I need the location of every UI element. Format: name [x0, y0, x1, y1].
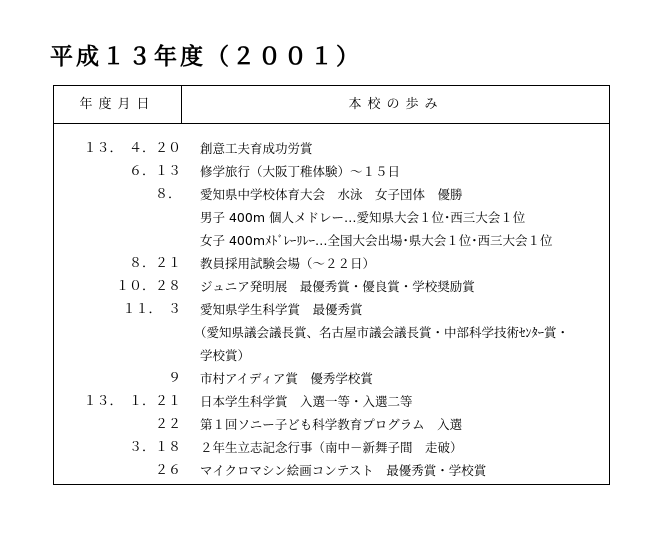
- row-text: 愛知県学生科学賞 最優秀賞: [200, 302, 363, 317]
- row-text: 創意工夫育成功労賞: [200, 141, 313, 156]
- row-text: マイクロマシン絵画コンテスト 最優秀賞・学校賞: [200, 463, 487, 478]
- row-text: 男子 400m 個人メドレー…愛知県大会１位･西三大会１位: [200, 210, 526, 225]
- table-row: [54, 436, 609, 459]
- row-text: 教員採用試験会場（～２２日）: [200, 256, 376, 271]
- row-date: ６．１３: [128, 164, 181, 179]
- table-row: [54, 459, 609, 482]
- row-text: 日本学生科学賞 入選一等・入選二等: [200, 394, 413, 409]
- row-date: １１． ３: [122, 302, 181, 317]
- page-title: 平成１３年度（２００１）: [50, 44, 362, 70]
- row-text: （愛知県議会議長賞、名古屋市議会議長賞・中部科学技術ｾﾝﾀｰ賞・: [194, 325, 570, 340]
- table-row: [54, 344, 609, 367]
- table-row: [54, 275, 609, 298]
- row-date: ９: [167, 371, 181, 386]
- row-date: ２６: [154, 463, 181, 478]
- row-date: １３． ４．２０: [83, 141, 181, 156]
- row-date: ２２: [154, 417, 181, 432]
- header-steps: 本校の歩み: [348, 97, 444, 112]
- table-row: [54, 252, 609, 275]
- history-table: [53, 85, 610, 485]
- table-row: [54, 413, 609, 436]
- table-row: [54, 298, 609, 321]
- table-row: [54, 206, 609, 229]
- row-date: １０．２８: [115, 279, 181, 294]
- row-date: ８．: [154, 187, 181, 202]
- row-text: 愛知県中学校体育大会 水泳 女子団体 優勝: [200, 187, 463, 202]
- table-row: [54, 390, 609, 413]
- table-row: [54, 321, 609, 344]
- table-row: [54, 183, 609, 206]
- row-text: ２年生立志記念行事（南中－新舞子間 走破）: [200, 440, 463, 455]
- row-text: 女子 400mﾒﾄﾞﾚｰﾘﾚｰ…全国大会出場･県大会１位･西三大会１位: [200, 233, 553, 248]
- row-text: 第１回ソニー子ども科学教育プログラム 入選: [200, 417, 463, 432]
- table-row: [54, 160, 609, 183]
- row-date: ３．１８: [128, 440, 181, 455]
- row-date: ８．２１: [128, 256, 181, 271]
- row-text: 修学旅行（大阪丁稚体験）～１５日: [200, 164, 401, 179]
- table-row: [54, 229, 609, 252]
- table-header: [54, 86, 609, 124]
- row-text: 学校賞）: [200, 348, 251, 363]
- row-text: ジュニア発明展 最優秀賞・優良賞・学校奨励賞: [200, 279, 475, 294]
- table-row: [54, 137, 609, 160]
- row-date: １３． １．２１: [83, 394, 181, 409]
- row-text: 市村アイディア賞 優秀学校賞: [200, 371, 373, 386]
- table-row: [54, 367, 609, 390]
- header-date: 年度月日: [79, 97, 156, 112]
